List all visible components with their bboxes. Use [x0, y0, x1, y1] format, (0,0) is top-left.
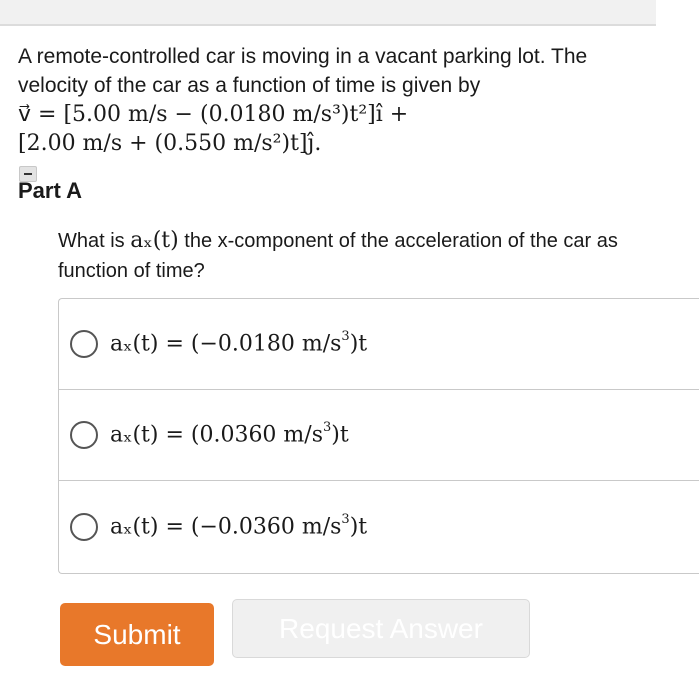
- velocity-equation-line1: v⃗ = [5.00 m/s − (0.0180 m/s³)t²]î +: [18, 102, 409, 127]
- header-bar: [0, 0, 656, 26]
- question-text: [58, 226, 658, 286]
- answer-option-1[interactable]: [59, 299, 699, 390]
- answer-options: [58, 298, 699, 574]
- option-expression: aₓ(t) = (−0.0180 $m/s^3)t$: [110, 329, 368, 357]
- answer-option-2[interactable]: [59, 390, 699, 481]
- option-expression: aₓ(t) = (−0.0360 $m/s^3)t$: [110, 511, 368, 540]
- radio-button[interactable]: [70, 421, 98, 449]
- request-answer-button[interactable]: Request Answer: [232, 599, 530, 658]
- radio-button[interactable]: [70, 330, 98, 358]
- question-suffix: the x-component of the acceleration of the car as function of time?: [58, 230, 618, 282]
- problem-text: A remote-controlled car is moving in a vacant parking lot. The velocity of the car as a function of time is given by: [18, 45, 588, 97]
- answer-option-3[interactable]: [59, 481, 699, 572]
- question-prefix: What is: [58, 230, 125, 252]
- submit-button[interactable]: Submit: [60, 603, 214, 666]
- problem-statement: [18, 42, 658, 158]
- radio-button[interactable]: [70, 513, 98, 541]
- question-symbol: aₓ(t): [130, 228, 179, 253]
- velocity-equation-line2: [2.00 m/s + (0.550 m/s²)t]ĵ.: [18, 131, 322, 156]
- part-title: Part A: [18, 178, 82, 203]
- option-expression: aₓ(t) = (0.0360 $m/s^3)t$: [110, 420, 349, 448]
